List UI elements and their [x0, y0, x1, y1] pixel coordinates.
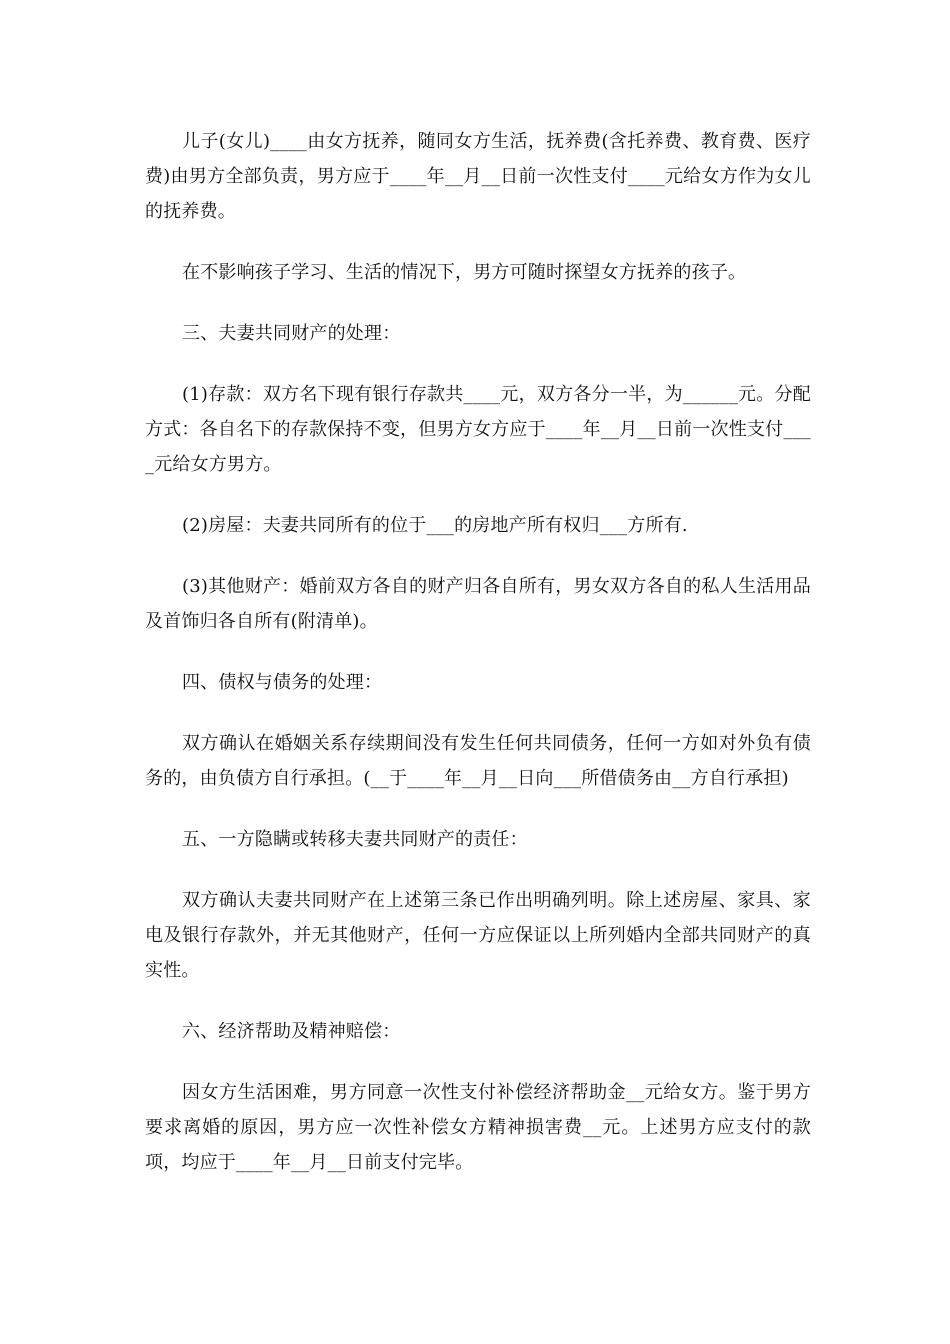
paragraph-compensation: 因女方生活困难，男方同意一次性支付补偿经济帮助金__元给女方。鉴于男方要求离婚的原因，男方应一次性补偿女方精神损害费__元。上述男方应支付的款项，均应于____年__月__日前支付完毕。 [145, 1082, 811, 1173]
document-body [145, 124, 811, 1206]
section-heading-concealment: 五、一方隐瞒或转移夫妻共同财产的责任： [182, 829, 528, 850]
section-heading-debts: 四、债权与债务的处理： [182, 672, 383, 693]
section-heading-compensation: 六、经济帮助及精神赔偿： [182, 1021, 401, 1042]
paragraph-deposits: (1)存款：双方名下现有银行存款共____元，双方各分一半，为______元。分配方式：各自名下的存款保持不变，但男方女方应于____年__月__日前一次性支付____元给女方男方。 [145, 384, 811, 475]
paragraph-visitation: 在不影响孩子学习、生活的情况下，男方可随时探望女方抚养的孩子。 [182, 262, 747, 283]
paragraph-concealment: 双方确认夫妻共同财产在上述第三条已作出明确列明。除上述房屋、家具、家电及银行存款外，并无其他财产，任何一方应保证以上所列婚内全部共同财产的真实性。 [145, 890, 811, 981]
paragraph-other-property: (3)其他财产：婚前双方各自的财产归各自所有，男女双方各自的私人生活用品及首饰归各自所有(附清单)。 [145, 576, 811, 632]
paragraph-debts: 双方确认在婚姻关系存续期间没有发生任何共同债务，任何一方如对外负有债务的，由负债方自行承担。(__于____年__月__日向___所借债务由__方自行承担) [145, 733, 811, 789]
section-heading-property: 三、夫妻共同财产的处理： [182, 323, 401, 344]
paragraph-child-support: 儿子(女儿)____由女方抚养，随同女方生活，抚养费(含托养费、教育费、医疗费)由男方全部负责，男方应于____年__月__日前一次性支付____元给女方作为女儿的抚养费。 [145, 131, 811, 222]
paragraph-house: (2)房屋：夫妻共同所有的位于___的房地产所有权归___方所有. [182, 515, 688, 536]
